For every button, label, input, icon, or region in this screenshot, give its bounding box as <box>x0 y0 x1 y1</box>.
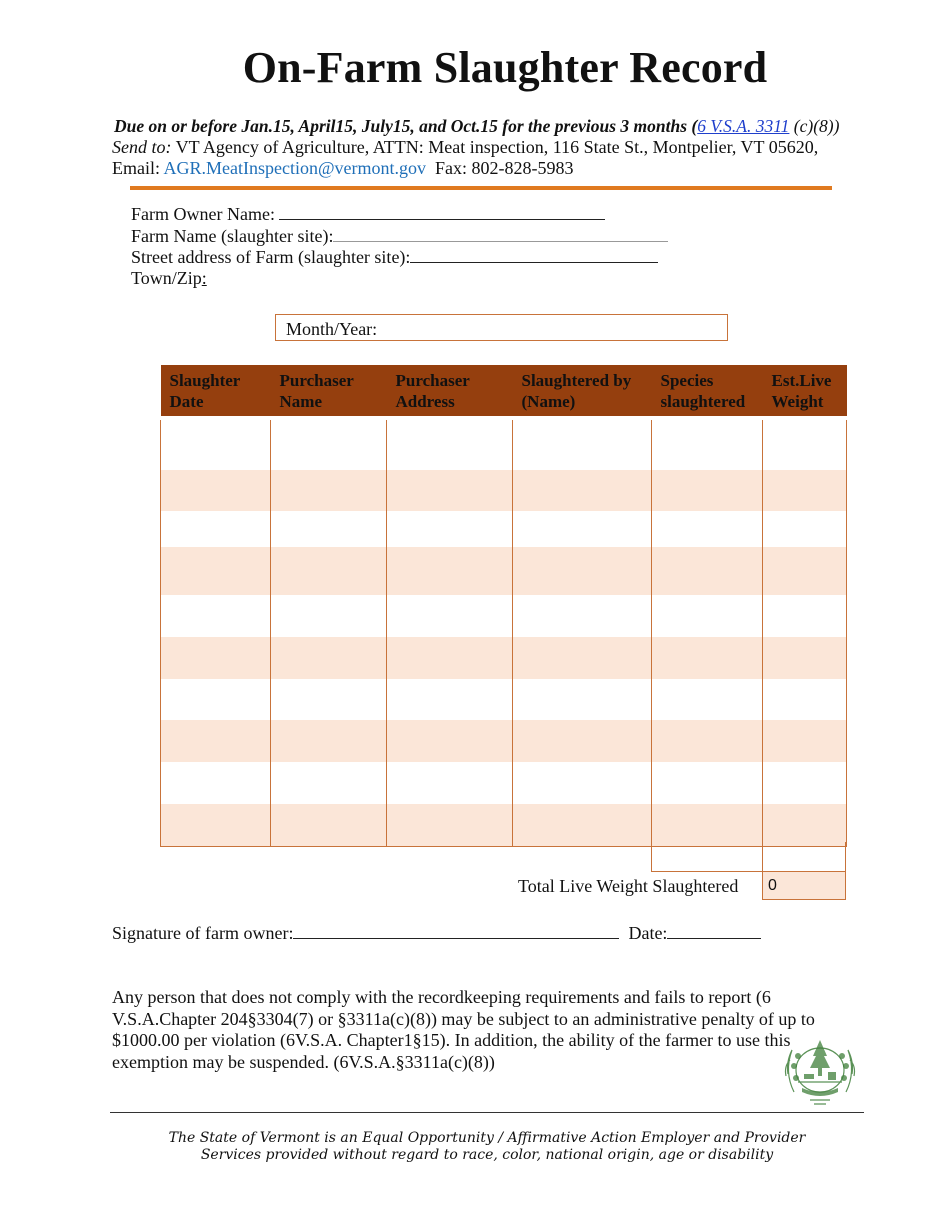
town-zip-colon: : <box>201 268 207 288</box>
table-cell[interactable] <box>652 470 763 511</box>
table-cell[interactable] <box>161 511 271 547</box>
table-cell[interactable] <box>387 679 513 720</box>
table-row <box>161 804 847 847</box>
table-cell[interactable] <box>387 595 513 637</box>
send-to-address: VT Agency of Agriculture, ATTN: Meat inspection, 116 State St., Montpelier, VT 05620, <box>171 137 819 157</box>
table-cell[interactable] <box>513 547 652 595</box>
col-header-purchaser-name: Purchaser Name <box>271 365 387 418</box>
signature-line <box>112 923 761 944</box>
table-row <box>161 595 847 637</box>
table-cell[interactable] <box>387 762 513 804</box>
table-cell[interactable] <box>513 637 652 679</box>
table-row <box>161 637 847 679</box>
table-row <box>161 470 847 511</box>
table-cell[interactable] <box>271 637 387 679</box>
table-row <box>161 720 847 762</box>
table-cell[interactable] <box>161 470 271 511</box>
table-cell[interactable] <box>763 595 847 637</box>
table-cell[interactable] <box>763 804 847 847</box>
table-cell[interactable] <box>652 804 763 847</box>
table-cell[interactable] <box>387 637 513 679</box>
col-header-slaughtered-by: Slaughtered by (Name) <box>513 365 652 418</box>
send-to-line <box>112 137 818 158</box>
table-cell[interactable] <box>161 547 271 595</box>
weight-tail-cell[interactable] <box>762 842 846 872</box>
table-row <box>161 679 847 720</box>
table-cell[interactable] <box>387 720 513 762</box>
table-cell[interactable] <box>387 547 513 595</box>
table-cell[interactable] <box>763 418 847 470</box>
signature-field[interactable] <box>293 924 619 939</box>
table-cell[interactable] <box>763 762 847 804</box>
send-to-label: Send to: <box>112 137 172 157</box>
table-cell[interactable] <box>513 762 652 804</box>
farm-owner-label: Farm Owner Name: <box>131 204 275 224</box>
table-cell[interactable] <box>763 679 847 720</box>
due-notice <box>114 116 839 137</box>
table-row <box>161 762 847 804</box>
street-address-line[interactable] <box>410 248 658 263</box>
table-cell[interactable] <box>513 804 652 847</box>
table-cell[interactable] <box>161 595 271 637</box>
farm-owner-line[interactable] <box>279 205 605 220</box>
total-weight-label: Total Live Weight Slaughtered <box>518 876 739 896</box>
table-cell[interactable] <box>271 804 387 847</box>
farm-name-label: Farm Name (slaughter site): <box>131 226 334 246</box>
farm-name-field[interactable] <box>131 226 668 247</box>
table-cell[interactable] <box>652 720 763 762</box>
table-cell[interactable] <box>513 595 652 637</box>
statute-link[interactable]: 6 V.S.A. 3311 <box>697 116 790 136</box>
table-header-row <box>161 365 847 418</box>
town-zip-label: Town/Zip <box>131 268 202 288</box>
table-cell[interactable] <box>271 418 387 470</box>
signature-label: Signature of farm owner: <box>112 923 294 943</box>
footer <box>110 1130 864 1164</box>
farm-owner-field[interactable] <box>131 204 605 225</box>
table-cell[interactable] <box>161 762 271 804</box>
table-cell[interactable] <box>513 720 652 762</box>
page-title: On-Farm Slaughter Record <box>242 43 768 92</box>
table-cell[interactable] <box>271 511 387 547</box>
statute-suffix: (c)(8)) <box>789 116 840 136</box>
table-cell[interactable] <box>652 418 763 470</box>
table-cell[interactable] <box>513 418 652 470</box>
table-row <box>161 547 847 595</box>
col-header-slaughter-date: Slaughter Date <box>161 365 271 418</box>
table-cell[interactable] <box>271 679 387 720</box>
street-address-label: Street address of Farm (slaughter site): <box>131 247 411 267</box>
month-year-field[interactable] <box>275 314 728 341</box>
table-cell[interactable] <box>652 762 763 804</box>
table-cell[interactable] <box>271 762 387 804</box>
due-text: Due on or before Jan.15, April15, July15, and Oct.15 for the previous 3 months ( <box>114 116 698 136</box>
table-cell[interactable] <box>387 418 513 470</box>
table-cell[interactable] <box>652 679 763 720</box>
table-cell[interactable] <box>763 720 847 762</box>
fax-number: Fax: 802-828-5983 <box>435 158 574 178</box>
footer-divider <box>110 1112 864 1113</box>
table-cell[interactable] <box>652 511 763 547</box>
vermont-seal-icon <box>780 1022 860 1108</box>
table-cell[interactable] <box>387 804 513 847</box>
town-zip-field[interactable] <box>131 268 207 289</box>
farm-name-line[interactable] <box>333 227 668 242</box>
total-weight-value[interactable]: 0 <box>762 871 846 900</box>
table-cell[interactable] <box>513 511 652 547</box>
table-cell[interactable] <box>161 679 271 720</box>
table-cell[interactable] <box>387 470 513 511</box>
table-cell[interactable] <box>652 547 763 595</box>
table-cell[interactable] <box>513 679 652 720</box>
table-cell[interactable] <box>161 804 271 847</box>
table-row <box>161 511 847 547</box>
table-cell[interactable] <box>271 720 387 762</box>
penalty-notice: Any person that does not comply with the recordkeeping requirements and fails to report (6 V.S.A.Chapter 204§3304(7) or §3311a(c)(8)) may be subject to an administrative penalty of up to $1000.00 per violation (6V.S.A. Chapter1§15). In addition, the ability of the farmer to use this exemption may be suspended. (6V.S.A.§3311a(c)(8)) <box>112 987 815 1072</box>
table-cell[interactable] <box>271 470 387 511</box>
table-cell[interactable] <box>763 547 847 595</box>
footer-line-1: The State of Vermont is an Equal Opportunity / Affirmative Action Employer and Provider <box>168 1130 806 1146</box>
col-header-species: Species slaughtered <box>652 365 763 418</box>
table-cell[interactable] <box>652 595 763 637</box>
table-cell[interactable] <box>763 637 847 679</box>
table-cell[interactable] <box>652 637 763 679</box>
month-year-label: Month/Year: <box>286 319 378 339</box>
email-label: Email: <box>112 158 164 178</box>
table-cell[interactable] <box>513 470 652 511</box>
street-address-field[interactable] <box>131 247 658 268</box>
table-cell[interactable] <box>161 720 271 762</box>
col-header-purchaser-address: Purchaser Address <box>387 365 513 418</box>
date-label: Date: <box>628 923 668 943</box>
table-cell[interactable] <box>763 511 847 547</box>
header-divider <box>130 186 832 190</box>
col-header-live-weight: Est.Live Weight <box>763 365 847 418</box>
email-link[interactable]: AGR.MeatInspection@vermont.gov <box>163 158 427 178</box>
table-cell[interactable] <box>763 470 847 511</box>
table-row <box>161 418 847 470</box>
contact-line <box>112 158 574 179</box>
species-tail-cell[interactable] <box>651 842 763 872</box>
table-cell[interactable] <box>271 595 387 637</box>
table-cell[interactable] <box>271 547 387 595</box>
footer-line-2: Services provided without regard to race, color, national origin, age or disability <box>200 1147 774 1163</box>
slaughter-table <box>160 365 847 847</box>
date-field[interactable] <box>667 924 761 939</box>
table-cell[interactable] <box>161 637 271 679</box>
table-cell[interactable] <box>161 418 271 470</box>
table-cell[interactable] <box>387 511 513 547</box>
